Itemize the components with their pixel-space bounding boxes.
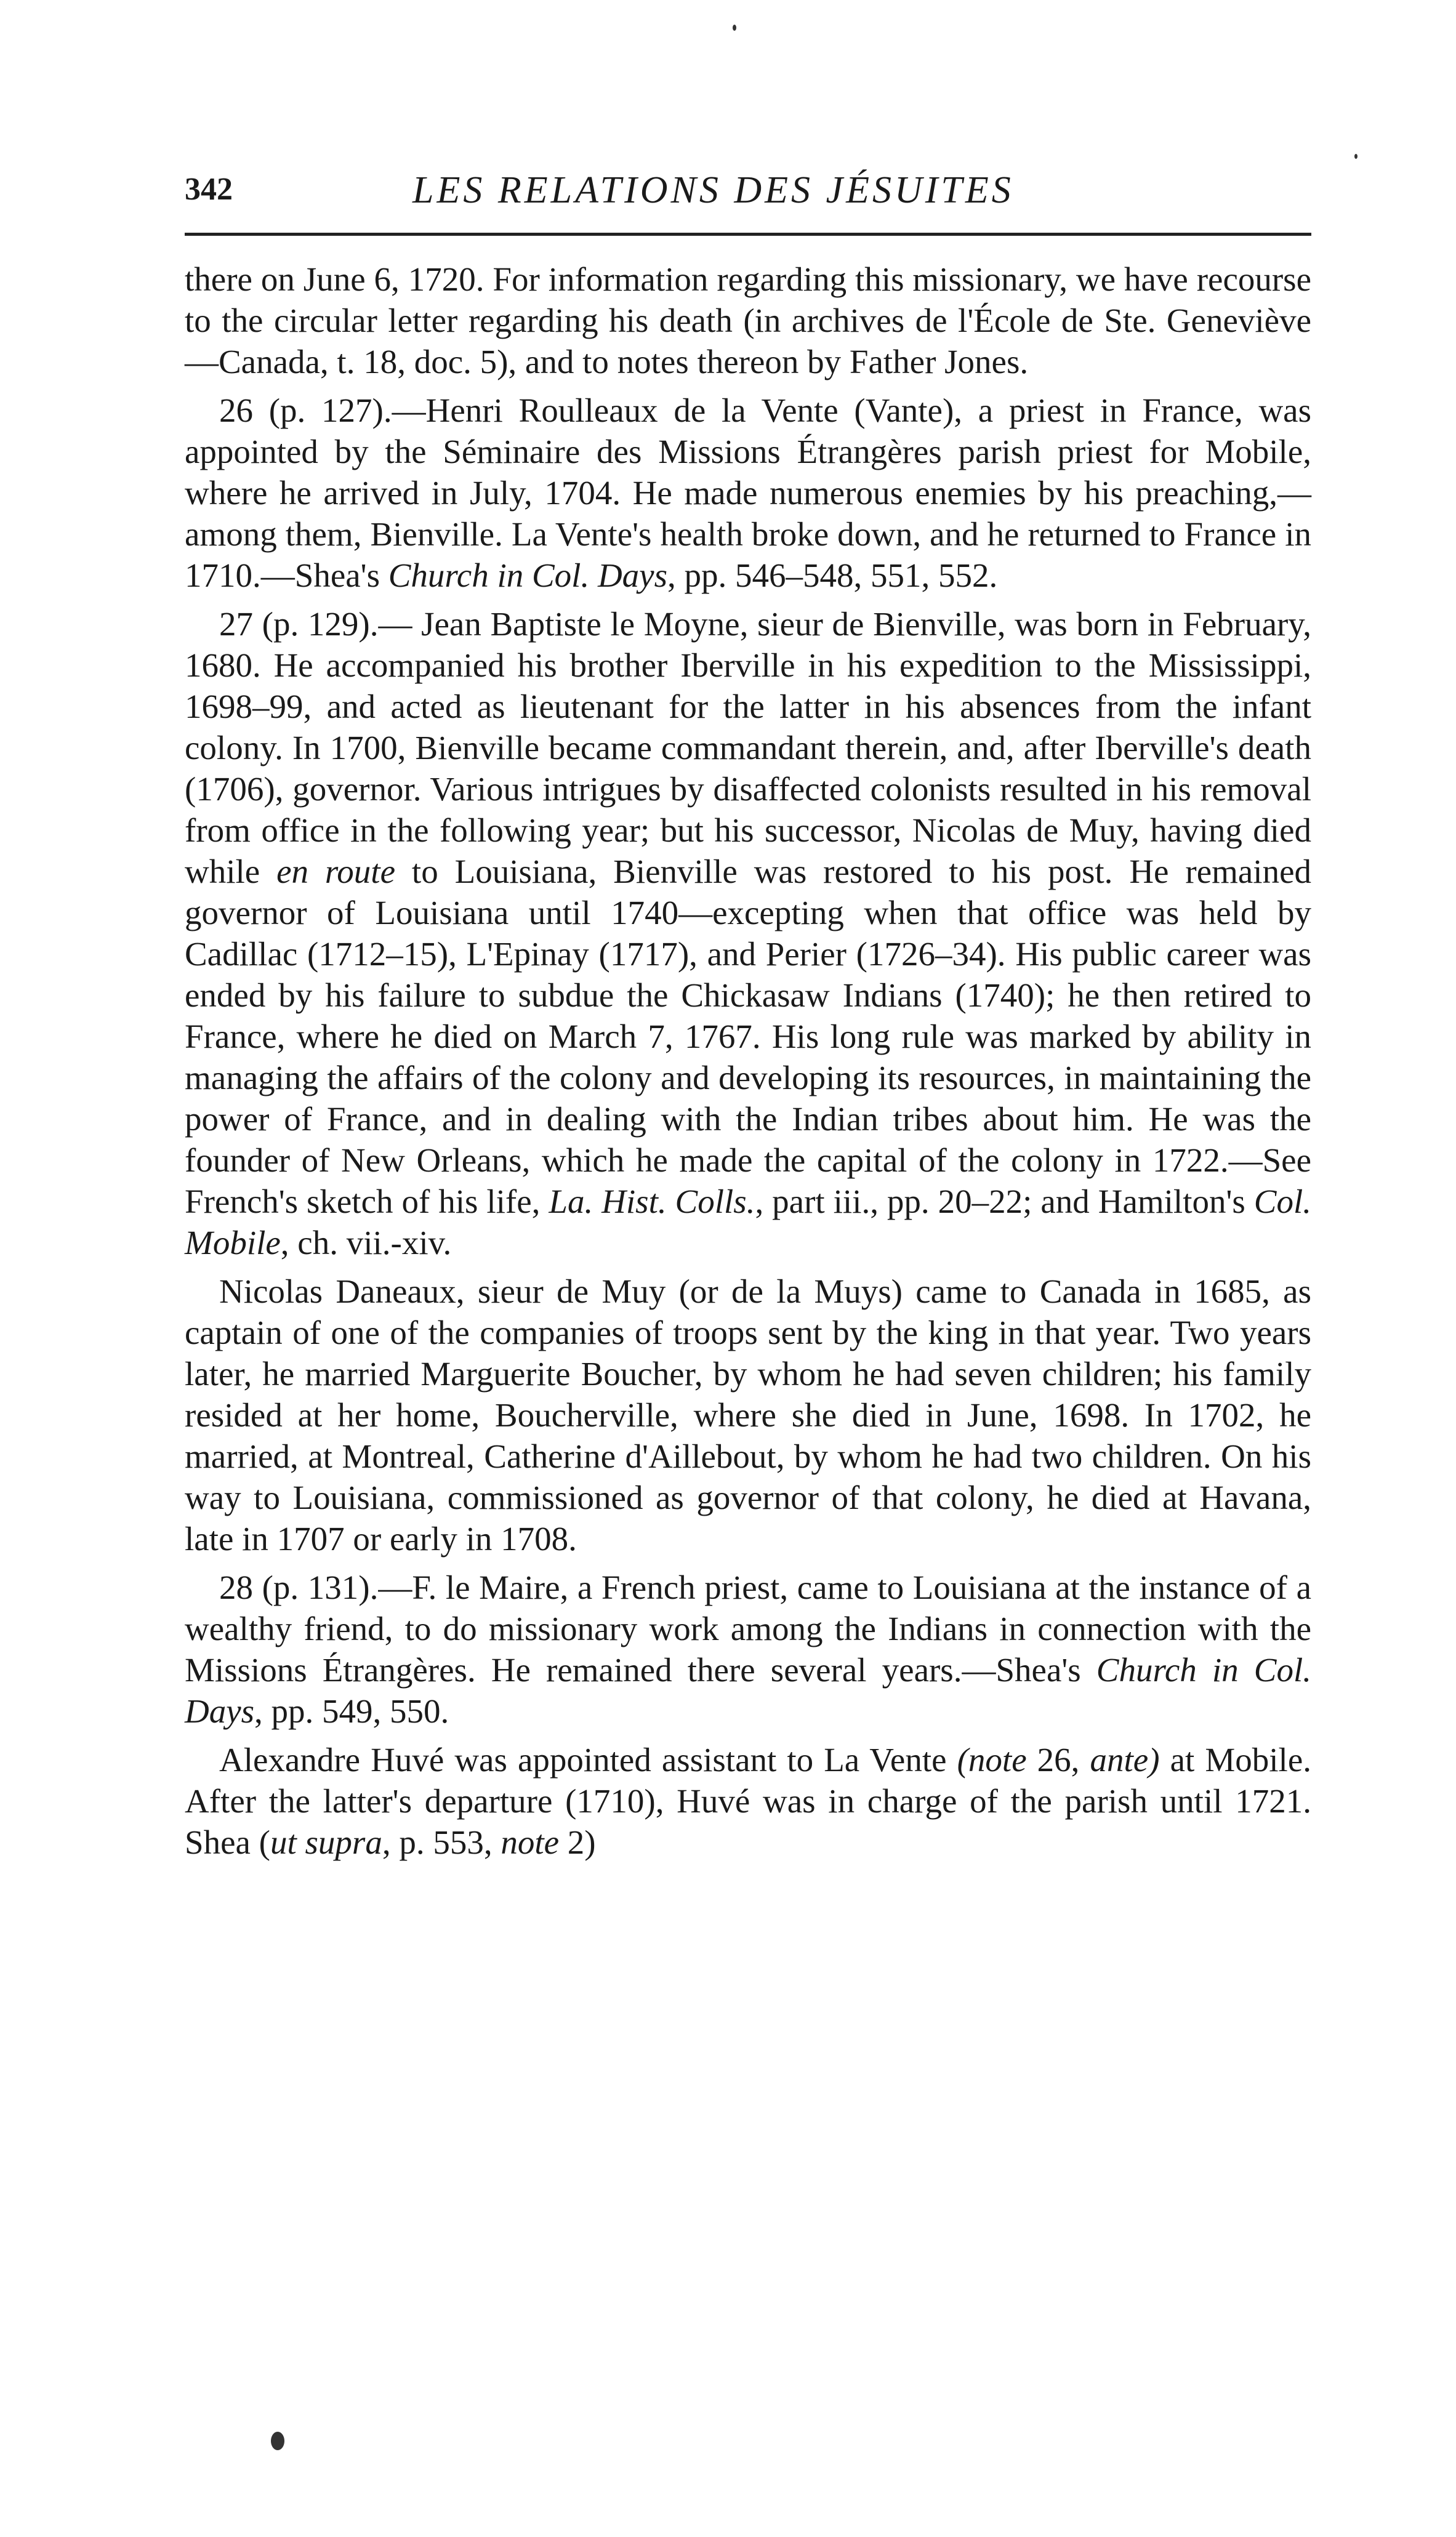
note-paragraph [185, 1567, 1311, 1732]
text-run: there on June 6, 1720. For information regarding this missionary, we have recourse to the circular letter regarding his death (in archives de l'École de Ste. Geneviève—Canada, t. 18, doc. 5), and to notes thereon by Father Jones. [185, 260, 1311, 380]
header-rule [185, 233, 1311, 236]
scan-speck [733, 25, 736, 31]
text-run: 2) [559, 1823, 596, 1861]
text-run: , p. 553, [382, 1823, 501, 1861]
italic-text-run: ante) [1090, 1741, 1160, 1779]
running-title: LES RELATIONS DES JÉSUITES [412, 169, 1014, 211]
note-paragraph [185, 1271, 1311, 1559]
italic-text-run: en route [276, 853, 395, 890]
note-paragraph [185, 259, 1311, 382]
text-run: , ch. vii.-xiv. [280, 1224, 452, 1261]
text-run: to Louisiana, Bienville was restored to his post. He remained governor of Louisiana until 1740—excepting when that office was held by Cadillac (1712–15), L'Epinay (1717), and Perier (1726–34). His public career was ended by his failure to subdue the Chickasaw Indians (1740); he then retired to France, where he died on March 7, 1767. His long rule was marked by ability in managing the affairs of the colony and developing its resources, in maintaining the power of France, and in dealing with the Indian tribes about him. He was the founder of New Orleans, which he made the capital of the colony in 1722.—See French's sketch of his life, [185, 853, 1311, 1220]
italic-text-run: (note [957, 1741, 1027, 1779]
italic-text-run: Col. Mobile [185, 1183, 1311, 1261]
note-paragraph [185, 1739, 1311, 1863]
note-paragraph [185, 603, 1311, 1263]
text-run: Nicolas Daneaux, sieur de Muy (or de la Muys) came to Canada in 1685, as captain of one of the companies of troops sent by the king in that year. Two years later, he married Marguerite Boucher, by whom he had seven children; his family resided at her home, Boucherville, where she died in June, 1698. In 1702, he married, at Montreal, Catherine d'Aillebout, by whom he had two children. On his way to Louisiana, commissioned as governor of that colony, he died at Havana, late in 1707 or early in 1708. [185, 1273, 1311, 1558]
text-run: 26 (p. 127).—Henri Roulleaux de la Vente (Vante), a priest in France, was appointed by the Séminaire des Missions Étrangères parish priest for Mobile, where he arrived in July, 1704. He made numerous enemies by his preaching,—among them, Bienville. La Vente's health broke down, and he returned to France in 1710.—Shea's [185, 392, 1311, 594]
text-run: , pp. 546–548, 551, 552. [667, 557, 998, 594]
text-run: Alexandre Huvé was appointed assistant to La Vente [219, 1741, 957, 1779]
text-run: , part iii., pp. 20–22; and Hamilton's [755, 1183, 1254, 1220]
page-header [185, 166, 1311, 222]
text-run: 26, [1026, 1741, 1090, 1779]
text-run: , pp. 549, 550. [254, 1692, 449, 1730]
italic-text-run: Church in Col. Days [185, 1651, 1311, 1730]
text-run: 27 (p. 129).— Jean Baptiste le Moyne, sieur de Bienville, was born in February, 1680. He accompanied his brother Iberville in his expedition to the Mississippi, 1698–99, and acted as lieutenant for the latter in his absences from the infant colony. In 1700, Bienville became commandant therein, and, after Iberville's death (1706), governor. Various intrigues by disaffected colonists resulted in his removal from office in the following year; but his successor, Nicolas de Muy, having died while [185, 605, 1311, 890]
text-run: 28 (p. 131).—F. le Maire, a French priest, came to Louisiana at the instance of a wealthy friend, to do missionary work among the Indians in connection with the Missions Étrangères. He remained there several years.—Shea's [185, 1569, 1311, 1689]
scan-speck [271, 2432, 284, 2450]
italic-text-run: note [501, 1823, 560, 1861]
page-number: 342 [185, 172, 233, 207]
scan-speck [1354, 154, 1357, 159]
italic-text-run: Church in Col. Days [388, 557, 667, 594]
note-paragraph [185, 390, 1311, 596]
italic-text-run: ut supra [270, 1823, 382, 1861]
text-run: at Mobile. After the latter's departure (1710), Huvé was in charge of the parish until 1721. Shea ( [185, 1741, 1311, 1861]
notes-body [185, 259, 1311, 1870]
italic-text-run: La. Hist. Colls. [549, 1183, 755, 1220]
